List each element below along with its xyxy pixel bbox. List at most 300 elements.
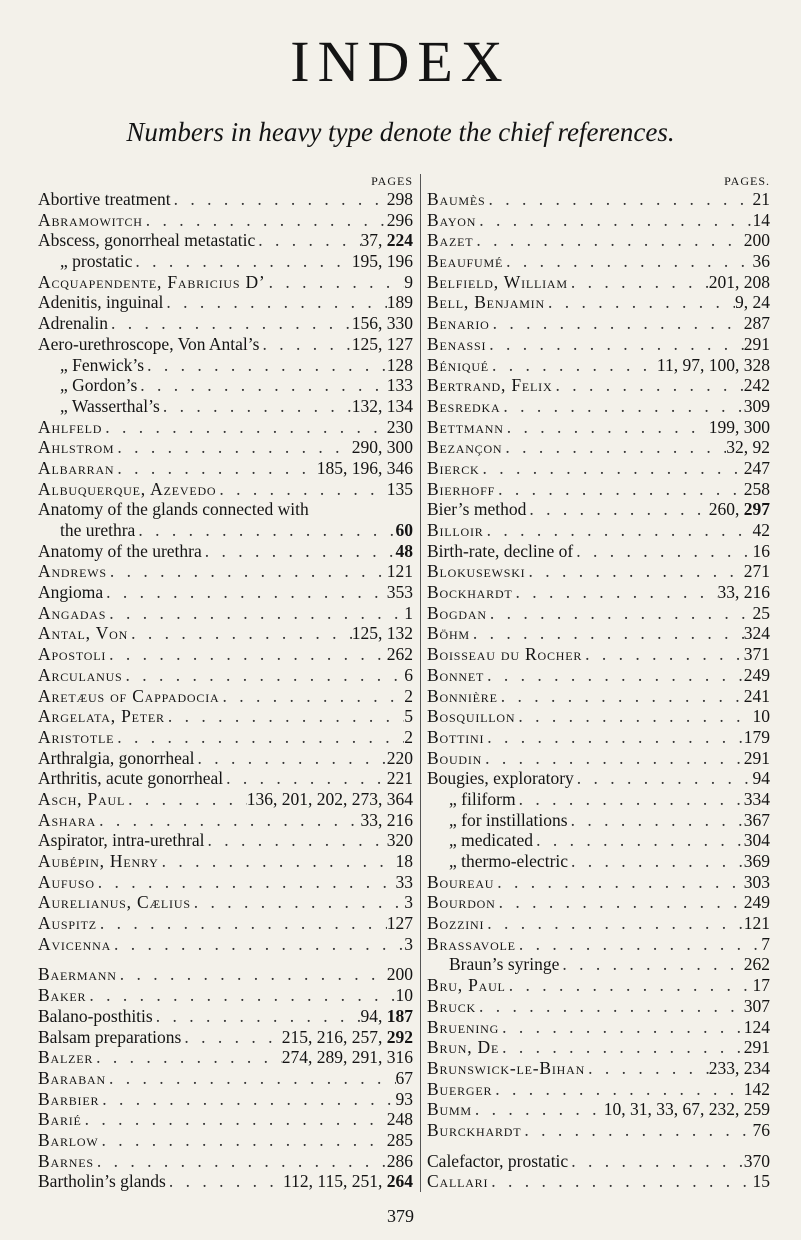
entry-pages: 185, 196, 346 (316, 457, 413, 478)
entry-pages: 367 (743, 809, 770, 830)
leader-dots (525, 561, 743, 582)
entry-term: Bierck (427, 457, 480, 478)
entry-pages: 124 (743, 1016, 770, 1037)
index-entry (427, 1017, 770, 1038)
entry-pages: 60 (395, 520, 413, 540)
entry-pages: 121 (743, 913, 770, 934)
index-entry (38, 1151, 413, 1172)
index-entry (427, 1058, 770, 1079)
leader-dots (488, 1171, 752, 1192)
index-entry (38, 313, 413, 334)
entry-pages: 132, 134 (351, 395, 413, 416)
leader-dots (191, 892, 404, 913)
entry-pages: 296 (386, 209, 413, 230)
entry-term: Arthritis, acute gonorrheal (38, 768, 224, 789)
leader-dots (97, 913, 387, 934)
entry-term: Bottini (427, 726, 485, 747)
leader-dots (484, 520, 753, 541)
left-column-header: PAGES (371, 174, 413, 188)
leader-dots (568, 272, 709, 293)
leader-dots (135, 520, 395, 541)
index-entry (427, 1099, 770, 1120)
leader-dots (585, 1058, 709, 1079)
leader-dots (96, 810, 360, 831)
index-entry (427, 1079, 770, 1100)
entry-pages: 201, 208 (708, 271, 770, 292)
index-entry (38, 830, 413, 851)
index-entry (427, 417, 770, 438)
index-entry (38, 189, 413, 210)
index-entry (38, 727, 413, 748)
leader-dots (160, 396, 352, 417)
leader-dots (106, 603, 404, 624)
leader-dots (216, 479, 386, 500)
entry-term: Baermann (38, 964, 117, 985)
leader-dots (111, 934, 404, 955)
left-column (38, 174, 413, 1192)
entry-pages: 200 (743, 230, 770, 251)
entry-pages: 249 (743, 664, 770, 685)
leader-dots (573, 541, 752, 562)
index-entry (38, 396, 413, 417)
index-entry (427, 830, 770, 851)
index-entry (38, 810, 413, 831)
index-entry (427, 479, 770, 500)
leader-dots (506, 975, 753, 996)
index-entry (427, 272, 770, 293)
leader-dots (181, 1027, 281, 1048)
entry-term: Boureau (427, 871, 495, 892)
index-entry (38, 686, 413, 707)
entry-term: Bockhardt (427, 582, 513, 603)
right-column (420, 174, 770, 1192)
entry-pages: 195, 196 (351, 251, 413, 272)
leader-dots (492, 1079, 743, 1100)
entry-pages: 10 (395, 985, 413, 1006)
entry-term: Boudin (427, 747, 483, 768)
entry-term: Béniqué (427, 354, 489, 375)
entry-pages: 2 (404, 685, 413, 706)
entry-pages: 48 (395, 540, 413, 561)
section-gap (427, 1141, 770, 1151)
index-entry (427, 1120, 770, 1141)
leader-dots (485, 189, 752, 210)
entry-pages: 286 (386, 1150, 413, 1171)
entry-term: Bumm (427, 1099, 472, 1120)
entry-pages: 33, 216 (360, 809, 413, 830)
leader-dots (94, 1151, 387, 1172)
index-entry (427, 851, 770, 872)
index-entry (38, 964, 413, 985)
leader-dots (114, 727, 404, 748)
leader-dots (106, 644, 387, 665)
entry-term: Aubépin, Henry (38, 851, 159, 871)
index-entry (427, 644, 770, 665)
index-entry (38, 665, 413, 686)
leader-dots (484, 727, 743, 748)
leader-dots (171, 189, 387, 210)
index-entry (427, 603, 770, 624)
leader-dots (545, 292, 735, 313)
index-entry (427, 582, 770, 603)
index-entry (427, 665, 770, 686)
leader-dots (128, 623, 352, 644)
entry-term: Anatomy of the glands connected with (38, 499, 309, 520)
leader-dots (223, 768, 387, 789)
leader-dots (123, 665, 405, 686)
entry-pages: 369 (743, 851, 770, 871)
entry-term: Böhm (427, 623, 470, 644)
index-entry (38, 499, 413, 520)
entry-pages: 241 (743, 685, 770, 706)
leader-dots (144, 355, 387, 376)
entry-pages: 353 (386, 582, 413, 603)
entry-term: Bayon (427, 209, 477, 230)
entry-term: Barié (38, 1109, 82, 1130)
leader-dots (476, 210, 752, 231)
index-entry (38, 1047, 413, 1068)
entry-term: Baumès (427, 189, 486, 209)
entry-pages: 25 (752, 602, 770, 623)
entry-term: Burckhardt (427, 1119, 522, 1140)
index-entry (38, 582, 413, 603)
entry-term: Aspirator, intra-urethral (38, 830, 205, 851)
index-entry (427, 520, 770, 541)
entry-term: „ prostatic (60, 251, 133, 272)
entry-term: Antal, Von (38, 623, 129, 644)
entry-term: Brun, De (427, 1037, 500, 1058)
entry-term: Baker (38, 985, 87, 1006)
entry-term: Ahlstrom (38, 437, 115, 458)
entry-term: Asch, Paul (38, 788, 126, 809)
entry-pages: 142 (743, 1078, 770, 1099)
leader-dots (489, 355, 657, 376)
entry-term: Balsam preparations (38, 1026, 182, 1047)
entry-term: Callari (427, 1171, 489, 1192)
index-entry (427, 210, 770, 231)
entry-term: Bettmann (427, 416, 504, 437)
index-entry (38, 292, 413, 313)
index-entry (38, 355, 413, 376)
index-entry (427, 541, 770, 562)
leader-dots (153, 1006, 361, 1027)
entry-pages: 36 (752, 251, 770, 272)
entry-term: Bell, Benjamin (427, 292, 545, 313)
entry-term: Arculanus (38, 664, 123, 685)
leader-dots (516, 934, 761, 955)
entry-term: Bourdon (427, 892, 496, 913)
entry-pages: 9 (404, 271, 413, 292)
right-column-header: PAGES. (724, 174, 770, 188)
index-entry (38, 872, 413, 893)
entry-pages: 125, 132 (351, 623, 413, 644)
leader-dots (125, 789, 247, 810)
index-entry (38, 789, 413, 810)
entry-term: Aurelianus, Cælius (38, 892, 191, 913)
leader-dots (503, 251, 752, 272)
entry-term: Acquapendente, Fabricius D’ (38, 271, 266, 292)
entry-pages: 67 (395, 1067, 413, 1088)
entry-term: Benassi (427, 333, 487, 354)
entry-pages: 262 (386, 644, 413, 665)
entry-term: Besredka (427, 395, 501, 416)
entry-term: Ashara (38, 809, 97, 830)
entry-pages: 247 (743, 457, 770, 478)
entry-pages: 5 (404, 706, 413, 727)
leader-dots (490, 313, 744, 334)
entry-term: Abscess, gonorrheal metastatic (38, 230, 256, 251)
index-entry (38, 437, 413, 458)
index-entry (427, 375, 770, 396)
entry-term: Bruening (427, 1016, 500, 1037)
entry-term: Apostoli (38, 644, 107, 665)
leader-dots (194, 748, 386, 769)
entry-pages: 125, 127 (351, 333, 413, 354)
entry-pages: 220 (386, 747, 413, 768)
entry-pages: 17 (752, 975, 770, 996)
leader-dots (494, 872, 743, 893)
entry-pages: 42 (752, 520, 770, 540)
page-title: INDEX (290, 29, 511, 94)
index-entry (427, 230, 770, 251)
index-entry (38, 417, 413, 438)
index-entry (427, 561, 770, 582)
leader-dots (255, 230, 360, 251)
index-entry (38, 210, 413, 231)
index-entry (427, 1037, 770, 1058)
index-entry (38, 458, 413, 479)
leader-dots (103, 582, 387, 603)
leader-dots (114, 458, 316, 479)
leader-dots (86, 985, 395, 1006)
entry-pages: 304 (743, 830, 770, 851)
entry-term: Barbier (38, 1088, 100, 1109)
leader-dots (484, 913, 743, 934)
entry-term: Argelata, Peter (38, 706, 165, 727)
entry-pages: 11, 97, 100, 328 (656, 354, 770, 375)
entry-term: Braun’s syringe (449, 954, 560, 975)
leader-dots (106, 1068, 396, 1089)
leader-dots (504, 417, 709, 438)
entry-pages: 14 (752, 209, 770, 230)
entry-pages: 136, 201, 202, 273, 364 (246, 788, 413, 809)
index-entry (38, 1027, 413, 1048)
entry-term: Birth-rate, decline of (427, 540, 574, 561)
index-entry (427, 313, 770, 334)
index-entry (427, 458, 770, 479)
leader-dots (259, 334, 351, 355)
entry-term: Bier’s method (427, 499, 527, 520)
index-entry (427, 872, 770, 893)
index-entry (38, 913, 413, 934)
entry-pages: 37, 224 (360, 230, 413, 251)
entry-term: Blokusewski (427, 561, 526, 582)
index-entry (38, 1006, 413, 1027)
entry-term: Albarran (38, 457, 115, 478)
index-entry (427, 686, 770, 707)
entry-term: Buerger (427, 1078, 493, 1099)
leader-dots (470, 623, 744, 644)
leader-dots (484, 665, 744, 686)
entry-term: the urethra (60, 520, 136, 540)
right-entries (427, 189, 770, 1192)
leader-dots (93, 1047, 282, 1068)
leader-dots (495, 479, 744, 500)
entry-pages: 298 (386, 189, 413, 209)
leader-dots (552, 375, 743, 396)
leader-dots (479, 458, 743, 479)
leader-dots (499, 1037, 744, 1058)
index-entry (427, 727, 770, 748)
entry-term: Bru, Paul (427, 975, 506, 996)
entry-term: „ filiform (449, 788, 516, 809)
entry-pages: 324 (743, 623, 770, 644)
entry-term: Balano-posthitis (38, 1005, 153, 1026)
entry-pages: 6 (404, 664, 413, 685)
index-entry (38, 851, 413, 872)
leader-dots (99, 1089, 395, 1110)
leader-dots (163, 292, 386, 313)
entry-pages: 10 (752, 706, 770, 727)
entry-pages: 271 (743, 561, 770, 582)
index-entry (38, 230, 413, 251)
leader-dots (95, 872, 396, 893)
index-entry (38, 892, 413, 913)
leader-dots (102, 417, 387, 438)
index-entry (38, 768, 413, 789)
entry-pages: 248 (386, 1109, 413, 1130)
entry-term: Baraban (38, 1067, 106, 1088)
entry-term: Adenitis, inguinal (38, 292, 164, 313)
index-entry (427, 789, 770, 810)
entry-pages: 249 (743, 892, 770, 913)
entry-term: Bonnière (427, 685, 498, 706)
entry-term: „ medicated (449, 830, 534, 851)
leader-dots (143, 210, 387, 231)
entry-pages: 33 (395, 871, 413, 892)
index-entry (38, 1130, 413, 1151)
entry-term: Auspitz (38, 913, 97, 934)
index-entry (38, 479, 413, 500)
index-entry (427, 396, 770, 417)
leader-dots (165, 706, 404, 727)
page-subtitle: Numbers in heavy type denote the chief references. (126, 117, 675, 147)
leader-dots (559, 954, 743, 975)
leader-dots (473, 230, 743, 251)
entry-pages: 121 (386, 561, 413, 582)
index-entry (427, 954, 770, 975)
leader-dots (568, 851, 744, 872)
leader-dots (117, 964, 387, 985)
entry-pages: 16 (752, 540, 770, 561)
entry-pages: 3 (404, 933, 413, 954)
leader-dots (521, 1120, 752, 1141)
index-entry (38, 1089, 413, 1110)
leader-dots (107, 561, 387, 582)
page-number: 379 (387, 1206, 414, 1226)
leader-dots (108, 313, 352, 334)
index-entry (38, 561, 413, 582)
entry-term: Bierhoff (427, 478, 496, 499)
entry-term: „ for instillations (449, 809, 568, 830)
entry-pages: 274, 289, 291, 316 (281, 1047, 413, 1068)
entry-term: „ Fenwick’s (60, 354, 145, 375)
leader-dots (202, 541, 396, 562)
entry-term: Albuquerque, Azevedo (38, 478, 217, 499)
index-entry (427, 292, 770, 313)
entry-term: Bogdan (427, 602, 487, 623)
entry-pages: 21 (752, 189, 770, 209)
index-entry (427, 892, 770, 913)
entry-term: Abramowitch (38, 209, 143, 230)
entry-term: „ thermo-electric (449, 851, 569, 871)
leader-dots (515, 706, 752, 727)
entry-pages: 15 (752, 1171, 770, 1192)
entry-pages: 221 (386, 768, 413, 789)
entry-term: Aero-urethroscope, Von Antal’s (38, 333, 260, 354)
entry-term: Bazet (427, 230, 474, 251)
left-entries (38, 189, 413, 1192)
entry-pages: 371 (743, 644, 770, 665)
index-entry (427, 706, 770, 727)
leader-dots (82, 1109, 387, 1130)
entry-pages: 133 (386, 375, 413, 396)
entry-pages: 260, 297 (708, 499, 770, 520)
entry-term: Calefactor, prostatic (427, 1150, 569, 1171)
index-entry (38, 985, 413, 1006)
entry-term: Bonnet (427, 664, 485, 685)
entry-pages: 94 (752, 768, 770, 789)
index-entry (38, 603, 413, 624)
entry-pages: 1 (404, 602, 413, 623)
index-entry (38, 1068, 413, 1089)
entry-pages: 290, 300 (351, 437, 413, 458)
entry-term: Adrenalin (38, 313, 108, 334)
entry-term: Bertrand, Felix (427, 375, 553, 396)
leader-dots (574, 768, 753, 789)
entry-pages: 233, 234 (708, 1057, 770, 1078)
leader-dots (513, 582, 718, 603)
entry-term: Benario (427, 313, 490, 334)
entry-term: Billoir (427, 520, 484, 540)
leader-dots (487, 603, 753, 624)
leader-dots (482, 748, 744, 769)
entry-term: Ahlfeld (38, 416, 103, 437)
index-entry (38, 541, 413, 562)
leader-dots (166, 1171, 283, 1192)
entry-pages: 94, 187 (360, 1005, 413, 1026)
entry-pages: 128 (386, 354, 413, 375)
entry-pages: 3 (404, 892, 413, 913)
index-entry (427, 1151, 770, 1172)
index-entry (427, 189, 770, 210)
index-entry (427, 334, 770, 355)
index-entry (38, 706, 413, 727)
entry-pages: 156, 330 (351, 313, 413, 334)
entry-pages: 285 (386, 1129, 413, 1150)
leader-dots (496, 892, 744, 913)
entry-pages: 33, 216 (717, 582, 770, 603)
entry-term: Bougies, exploratory (427, 768, 574, 789)
leader-dots (98, 1130, 386, 1151)
entry-term: „ Gordon’s (60, 375, 138, 396)
leader-dots (137, 375, 386, 396)
entry-pages: 242 (743, 375, 770, 396)
entry-pages: 287 (743, 313, 770, 334)
entry-term: Brassavole (427, 933, 516, 954)
entry-term: Bozzini (427, 913, 485, 934)
leader-dots (516, 789, 744, 810)
